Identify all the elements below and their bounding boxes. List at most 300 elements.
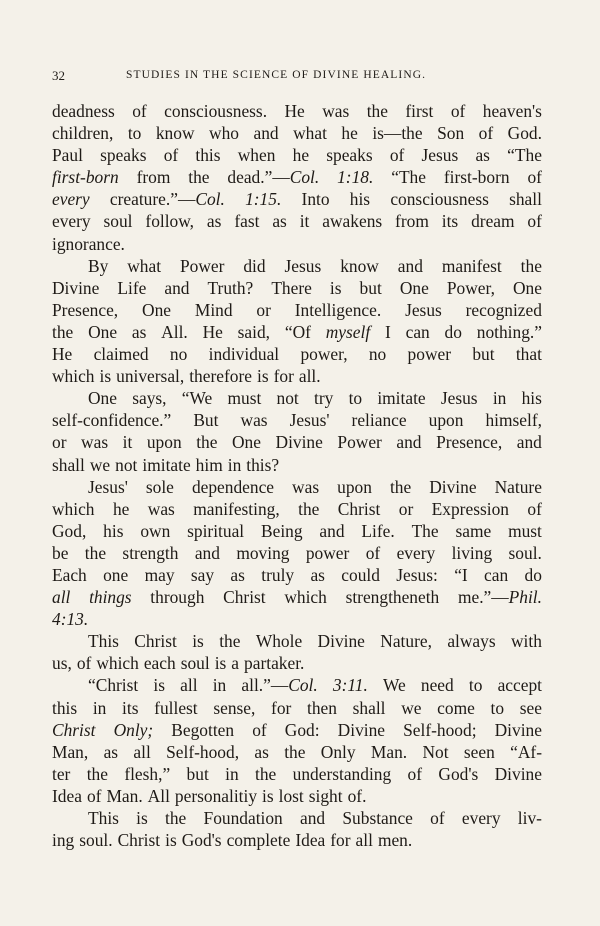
- word: and: [164, 277, 190, 298]
- word: of: [527, 498, 542, 519]
- word: he: [292, 145, 310, 166]
- word: is: [214, 653, 227, 674]
- word: of: [430, 808, 445, 828]
- word: of: [450, 101, 466, 121]
- word: is: [256, 366, 269, 387]
- word: for: [330, 830, 351, 851]
- word: the: [255, 763, 277, 784]
- word: soul: [103, 211, 133, 232]
- text-line: [52, 564, 542, 586]
- word: through: [150, 587, 205, 608]
- word: lost: [278, 785, 304, 806]
- word: nothing.”: [476, 321, 542, 342]
- word: in: [92, 697, 107, 718]
- word: the: [284, 741, 306, 762]
- word: who: [209, 123, 239, 144]
- word: complete: [226, 830, 291, 851]
- word: as: [272, 211, 287, 232]
- word: Jesus': [289, 410, 330, 431]
- text-line: [52, 542, 542, 564]
- word: myself: [325, 321, 371, 342]
- word: every: [52, 189, 90, 210]
- word: to: [468, 675, 483, 696]
- word: soul.: [508, 542, 542, 563]
- word: “The: [391, 167, 426, 188]
- word: liv-: [517, 808, 542, 828]
- text-line: [52, 387, 542, 409]
- word: same: [455, 520, 492, 541]
- word: first: [405, 101, 434, 121]
- word: men.: [377, 830, 413, 851]
- word: from: [395, 211, 429, 232]
- word: “Of: [284, 321, 311, 342]
- word: in: [492, 388, 507, 409]
- word: try: [314, 388, 334, 409]
- word: all.”—Col.: [241, 675, 318, 696]
- word: Divine: [494, 763, 542, 784]
- word: one: [103, 564, 129, 585]
- word: must: [508, 520, 542, 541]
- word: and: [397, 255, 423, 276]
- word: and: [516, 432, 542, 453]
- word: as: [475, 145, 490, 166]
- word: sole: [145, 476, 174, 497]
- word: the: [366, 101, 388, 121]
- text-line: [52, 100, 542, 122]
- word: no: [368, 344, 387, 365]
- text-line: [52, 652, 542, 674]
- word: Self-hood;: [403, 719, 477, 740]
- word: We: [382, 675, 406, 696]
- word: or: [256, 299, 271, 320]
- text-line: [52, 321, 542, 343]
- word: know: [340, 255, 379, 276]
- text-line: [52, 277, 542, 299]
- word: imitate: [142, 454, 191, 475]
- word: One: [142, 299, 171, 320]
- word: speaks: [326, 145, 373, 166]
- word: Begotten: [171, 719, 235, 740]
- word: Intelligence.: [294, 299, 382, 320]
- word: personalitiy: [174, 785, 258, 806]
- word: the: [520, 255, 542, 276]
- word: is: [192, 631, 204, 652]
- word: Christ: [134, 631, 177, 652]
- word: dream: [471, 211, 515, 232]
- word: There: [271, 277, 312, 298]
- word: his: [521, 388, 542, 409]
- word: must: [227, 388, 262, 409]
- word: this: [195, 145, 221, 166]
- word: Into: [301, 189, 330, 210]
- word: creature.”—Col.: [109, 189, 225, 210]
- word: was: [322, 101, 350, 121]
- word: manifest: [441, 255, 502, 276]
- word: of: [252, 719, 267, 740]
- word: living: [451, 542, 493, 563]
- word: Divine: [337, 719, 386, 740]
- text-line: [52, 144, 542, 166]
- word: or: [52, 432, 67, 453]
- word: Christ: [223, 587, 266, 608]
- word: “The: [507, 145, 542, 166]
- word: of: [132, 101, 147, 121]
- word: consciousness: [390, 189, 489, 210]
- word: Jesus: [421, 145, 459, 166]
- word: This: [88, 808, 119, 828]
- word: Substance: [342, 808, 413, 828]
- word: ignorance.: [52, 233, 125, 254]
- word: Jesus: [405, 299, 442, 320]
- word: as: [206, 211, 222, 232]
- body-text: [52, 100, 542, 851]
- word: for: [273, 366, 294, 387]
- text-line: [52, 365, 542, 387]
- word: God,: [52, 520, 87, 541]
- word: shall: [509, 189, 542, 210]
- page-header: [52, 68, 548, 86]
- word: “I: [454, 564, 468, 585]
- word: 1:18.: [337, 167, 374, 188]
- word: him: [195, 454, 223, 475]
- word: is: [329, 277, 342, 298]
- word: Power: [179, 255, 225, 276]
- word: fast: [234, 211, 260, 232]
- text-line: [52, 409, 542, 431]
- word: 4:13.: [52, 609, 89, 630]
- word: in: [225, 763, 239, 784]
- word: power: [407, 344, 452, 365]
- word: is: [262, 785, 274, 806]
- word: which: [52, 498, 95, 519]
- word: Christ: [52, 719, 96, 740]
- text-line: [52, 122, 542, 144]
- text-line: [52, 166, 542, 188]
- word: flesh,”: [124, 763, 171, 784]
- text-line: [52, 188, 542, 210]
- text-line: [52, 498, 542, 520]
- text-line: [52, 299, 542, 321]
- running-title: STUDIES IN THE SCIENCE OF DIVINE HEALING.: [126, 69, 427, 81]
- word: its: [122, 697, 139, 718]
- text-line: [52, 431, 542, 453]
- word: each: [143, 653, 176, 674]
- word: speaks: [100, 145, 147, 166]
- word: manifesting,: [193, 498, 280, 519]
- word: know: [155, 123, 195, 144]
- word: what: [293, 123, 327, 144]
- text-line: [52, 719, 542, 741]
- word: universal,: [116, 366, 185, 387]
- word: shall: [52, 454, 85, 475]
- word: of: [389, 145, 405, 166]
- text-line: [52, 255, 542, 277]
- word: “Christ: [88, 675, 139, 696]
- word: “We: [181, 388, 213, 409]
- word: power,: [300, 344, 348, 365]
- word: Presence,: [436, 432, 503, 453]
- word: the: [298, 498, 320, 519]
- word: is: [165, 830, 177, 851]
- word: Idea: [295, 830, 326, 851]
- word: All: [147, 785, 170, 806]
- word: the: [389, 476, 412, 497]
- text-line: [52, 476, 542, 498]
- word: every: [52, 211, 91, 232]
- word: spiritual: [187, 520, 245, 541]
- text-line: [52, 233, 542, 255]
- word: shall: [352, 697, 386, 718]
- text-line: [52, 210, 542, 232]
- word: that: [515, 344, 542, 365]
- word: do: [444, 321, 462, 342]
- word: us,: [52, 653, 72, 674]
- word: One: [231, 432, 261, 453]
- word: of: [478, 123, 494, 144]
- word: Divine: [52, 277, 100, 298]
- word: of: [527, 167, 542, 188]
- word: self-confidence.”: [52, 410, 172, 431]
- word: One: [88, 321, 118, 342]
- word: By: [88, 255, 109, 276]
- word: moving: [236, 542, 290, 563]
- word: the: [188, 167, 210, 188]
- word: reliance: [351, 410, 407, 431]
- word: which: [52, 366, 95, 387]
- word: of: [86, 785, 102, 806]
- word: One: [512, 277, 542, 298]
- word: All.: [161, 321, 188, 342]
- word: But: [193, 410, 219, 431]
- word: the: [165, 808, 187, 828]
- word: One: [399, 277, 429, 298]
- word: Divine: [429, 476, 477, 497]
- word: heaven's: [482, 101, 542, 121]
- word: its: [441, 211, 459, 232]
- word: soul.: [79, 830, 113, 851]
- word: every: [396, 542, 436, 563]
- word: not: [276, 388, 299, 409]
- word: need: [420, 675, 454, 696]
- word: Expression: [431, 498, 509, 519]
- word: Only: [320, 741, 356, 762]
- word: Man.: [106, 785, 143, 806]
- word: of: [163, 145, 179, 166]
- word: was: [81, 432, 109, 453]
- word: this?: [246, 454, 280, 475]
- word: can: [405, 321, 430, 342]
- word: from: [136, 167, 171, 188]
- word: do: [524, 564, 542, 585]
- word: follow,: [145, 211, 195, 232]
- word: which: [284, 587, 327, 608]
- word: sight: [308, 785, 343, 806]
- word: the: [86, 763, 108, 784]
- word: but: [472, 344, 495, 365]
- word: Being: [261, 520, 303, 541]
- word: as: [103, 741, 119, 762]
- word: This: [88, 631, 119, 652]
- word: imitate: [377, 388, 426, 409]
- word: for: [271, 697, 292, 718]
- word: always: [447, 631, 496, 652]
- word: awakens: [322, 211, 383, 232]
- word: Life: [117, 277, 147, 298]
- word: is: [153, 675, 166, 696]
- word: Not: [422, 741, 449, 762]
- word: Son: [437, 123, 465, 144]
- word: individual: [208, 344, 280, 365]
- word: he: [341, 123, 358, 144]
- word: may: [144, 564, 175, 585]
- word: sense,: [213, 697, 256, 718]
- text-line: [52, 785, 542, 807]
- text-line: [52, 454, 542, 476]
- word: Paul: [52, 145, 83, 166]
- word: Divine: [494, 719, 542, 740]
- word: Nature,: [380, 631, 432, 652]
- word: Jesus': [88, 476, 128, 497]
- word: all: [180, 675, 198, 696]
- text-line: [52, 586, 542, 608]
- word: can: [484, 564, 509, 585]
- word: I: [384, 321, 391, 342]
- word: but: [186, 763, 209, 784]
- word: therefore: [189, 366, 252, 387]
- word: upon: [428, 410, 464, 431]
- word: to: [490, 697, 505, 718]
- word: and: [396, 432, 422, 453]
- word: Divine: [275, 432, 323, 453]
- word: strengtheneth: [345, 587, 440, 608]
- text-line: [52, 520, 542, 542]
- word: Christ: [117, 830, 161, 851]
- word: all.: [298, 366, 321, 387]
- word: Man,: [52, 741, 89, 762]
- word: Jesus: [284, 255, 322, 276]
- word: Divine: [317, 631, 365, 652]
- word: is: [136, 808, 148, 828]
- word: 1:15.: [245, 189, 282, 210]
- word: say: [190, 564, 215, 585]
- word: his: [103, 520, 124, 541]
- word: ing: [52, 830, 75, 851]
- word: Presence,: [52, 299, 119, 320]
- word: deadness: [52, 101, 115, 121]
- text-line: [52, 630, 542, 652]
- text-line: [52, 608, 542, 630]
- word: seen: [463, 741, 495, 762]
- word: fullest: [154, 697, 198, 718]
- word: come: [437, 697, 475, 718]
- word: all: [52, 587, 71, 608]
- word: he: [112, 498, 130, 519]
- word: which: [96, 653, 139, 674]
- word: The: [411, 520, 439, 541]
- word: it: [122, 432, 133, 453]
- word: could: [341, 564, 380, 585]
- word: the: [52, 321, 74, 342]
- word: or: [398, 498, 414, 519]
- word: all: [355, 830, 373, 851]
- word: as: [131, 321, 147, 342]
- word: Whole: [255, 631, 303, 652]
- text-line: [52, 741, 542, 763]
- word: upon: [337, 476, 372, 497]
- word: not: [115, 454, 138, 475]
- word: Power,: [446, 277, 495, 298]
- word: and: [300, 808, 326, 828]
- word: Life.: [361, 520, 395, 541]
- word: to: [348, 388, 363, 409]
- word: his: [349, 189, 371, 210]
- word: Each: [52, 564, 87, 585]
- word: of: [365, 542, 381, 563]
- word: every: [461, 808, 501, 828]
- word: of: [76, 653, 92, 674]
- word: truly: [261, 564, 295, 585]
- word: Nature: [494, 476, 542, 497]
- word: did: [243, 255, 266, 276]
- word: recognized: [465, 299, 542, 320]
- word: Man.: [370, 741, 408, 762]
- word: the: [84, 542, 107, 563]
- word: was: [240, 410, 268, 431]
- word: we: [89, 454, 111, 475]
- page-number: 32: [52, 68, 65, 83]
- word: was: [292, 476, 320, 497]
- word: accept: [497, 675, 542, 696]
- word: me.”—Phil.: [457, 587, 542, 608]
- word: He: [52, 344, 73, 365]
- word: own: [140, 520, 171, 541]
- word: Mind: [194, 299, 233, 320]
- word: be: [52, 542, 69, 563]
- word: One: [88, 388, 117, 409]
- word: of.: [347, 785, 367, 806]
- word: as: [254, 741, 269, 762]
- word: to: [127, 123, 142, 144]
- word: was: [147, 498, 175, 519]
- text-line: [52, 343, 542, 365]
- word: Jesus: [440, 388, 478, 409]
- word: in: [212, 675, 227, 696]
- text-line: [52, 697, 542, 719]
- word: all: [133, 741, 151, 762]
- word: we: [401, 697, 422, 718]
- word: soul: [180, 653, 210, 674]
- word: God's: [438, 763, 479, 784]
- word: ter: [52, 763, 71, 784]
- word: of: [407, 763, 423, 784]
- word: Idea: [52, 785, 82, 806]
- word: as: [310, 564, 325, 585]
- text-line: [52, 807, 542, 829]
- word: and: [319, 520, 345, 541]
- word: God's: [181, 830, 222, 851]
- word: Jesus:: [396, 564, 438, 585]
- word: says,: [132, 388, 167, 409]
- word: claimed: [93, 344, 149, 365]
- word: a: [231, 653, 240, 674]
- word: things: [89, 587, 132, 608]
- word: with: [510, 631, 542, 652]
- word: himself,: [485, 410, 542, 431]
- word: Christ: [337, 498, 381, 519]
- word: then: [307, 697, 337, 718]
- word: He: [202, 321, 223, 342]
- word: as: [230, 564, 245, 585]
